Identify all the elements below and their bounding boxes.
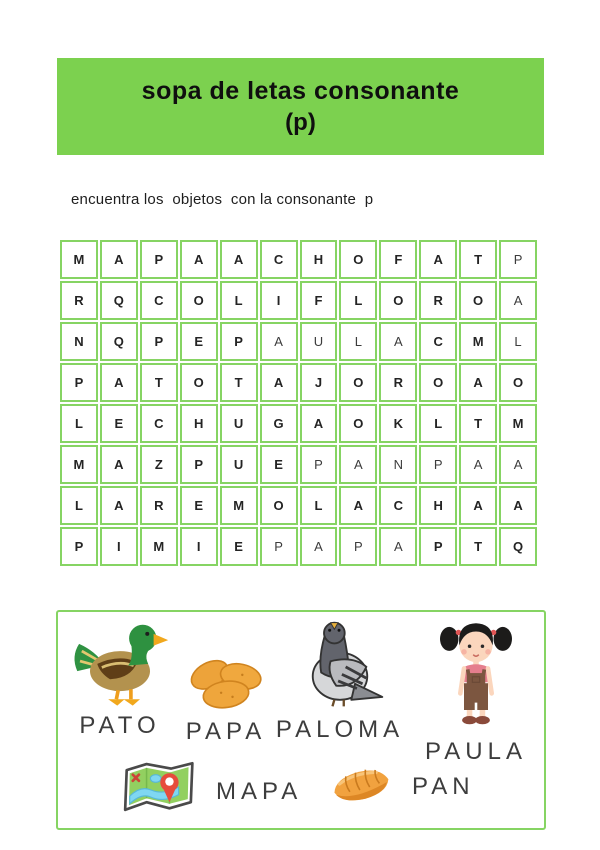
grid-cell-r4c1: P: [60, 363, 98, 402]
grid-cell-r6c2: A: [100, 445, 138, 484]
grid-cell-r4c4: O: [180, 363, 218, 402]
word-label-paula: PAULA: [425, 738, 527, 765]
grid-cell-r8c1: P: [60, 527, 98, 566]
grid-cell-r8c9: A: [379, 527, 417, 566]
bread-icon: [326, 760, 396, 810]
grid-cell-r3c7: U: [300, 322, 338, 361]
grid-cell-r5c11: T: [459, 404, 497, 443]
grid-cell-r7c1: L: [60, 486, 98, 525]
grid-cell-r1c11: T: [459, 240, 497, 279]
grid-cell-r6c10: P: [419, 445, 457, 484]
grid-cell-r5c9: K: [379, 404, 417, 443]
grid-cell-r6c5: U: [220, 445, 258, 484]
grid-cell-r4c12: O: [499, 363, 537, 402]
grid-cell-r1c8: O: [339, 240, 377, 279]
grid-cell-r5c3: C: [140, 404, 178, 443]
grid-cell-r8c2: I: [100, 527, 138, 566]
word-label-paloma: PALOMA: [275, 716, 405, 743]
grid-cell-r1c1: M: [60, 240, 98, 279]
title-banner: [57, 58, 544, 155]
grid-cell-r1c7: H: [300, 240, 338, 279]
grid-cell-r5c2: E: [100, 404, 138, 443]
word-item-papa: [176, 652, 276, 746]
grid-cell-r8c4: I: [180, 527, 218, 566]
grid-cell-r2c8: L: [339, 281, 377, 320]
grid-cell-r1c9: F: [379, 240, 417, 279]
grid-cell-r4c7: J: [300, 363, 338, 402]
grid-cell-r2c1: R: [60, 281, 98, 320]
grid-cell-r3c1: N: [60, 322, 98, 361]
grid-cell-r1c3: P: [140, 240, 178, 279]
grid-cell-r7c10: H: [419, 486, 457, 525]
map-icon: [116, 758, 200, 822]
grid-cell-r8c12: Q: [499, 527, 537, 566]
grid-cell-r5c12: M: [499, 404, 537, 443]
grid-cell-r3c10: C: [419, 322, 457, 361]
grid-cell-r8c7: A: [300, 527, 338, 566]
word-label-pato: PATO: [79, 712, 161, 739]
grid-cell-r2c9: O: [379, 281, 417, 320]
grid-cell-r3c2: Q: [100, 322, 138, 361]
grid-cell-r3c9: A: [379, 322, 417, 361]
potatoes-icon: [185, 652, 267, 714]
grid-cell-r8c8: P: [339, 527, 377, 566]
duck-icon: [70, 616, 170, 708]
grid-cell-r3c3: P: [140, 322, 178, 361]
grid-cell-r2c2: Q: [100, 281, 138, 320]
grid-cell-r8c11: T: [459, 527, 497, 566]
grid-cell-r7c11: A: [459, 486, 497, 525]
grid-cell-r2c5: L: [220, 281, 258, 320]
grid-cell-r2c11: O: [459, 281, 497, 320]
grid-cell-r8c6: P: [260, 527, 298, 566]
word-label-pan: PAN: [412, 773, 475, 800]
grid-cell-r7c3: R: [140, 486, 178, 525]
grid-cell-r2c7: F: [300, 281, 338, 320]
grid-cell-r6c9: N: [379, 445, 417, 484]
grid-cell-r1c4: A: [180, 240, 218, 279]
grid-cell-r6c1: M: [60, 445, 98, 484]
grid-cell-r1c2: A: [100, 240, 138, 279]
grid-cell-r7c4: E: [180, 486, 218, 525]
grid-cell-r1c12: P: [499, 240, 537, 279]
grid-cell-r8c5: E: [220, 527, 258, 566]
grid-cell-r7c5: M: [220, 486, 258, 525]
grid-cell-r6c7: P: [300, 445, 338, 484]
grid-cell-r1c5: A: [220, 240, 258, 279]
grid-cell-r5c4: H: [180, 404, 218, 443]
word-item-pato: [66, 616, 174, 740]
grid-cell-r1c10: A: [419, 240, 457, 279]
grid-cell-r7c2: A: [100, 486, 138, 525]
grid-cell-r4c11: A: [459, 363, 497, 402]
grid-cell-r5c6: G: [260, 404, 298, 443]
word-item-mapa: [116, 758, 302, 822]
grid-cell-r3c11: M: [459, 322, 497, 361]
grid-cell-r3c5: P: [220, 322, 258, 361]
worksheet-title: sopa de letas consonante: [141, 77, 460, 106]
grid-cell-r6c6: E: [260, 445, 298, 484]
grid-cell-r5c10: L: [419, 404, 457, 443]
grid-cell-r6c11: A: [459, 445, 497, 484]
word-search-grid: [60, 240, 537, 566]
grid-cell-r3c8: L: [339, 322, 377, 361]
grid-cell-r2c6: I: [260, 281, 298, 320]
grid-cell-r7c6: O: [260, 486, 298, 525]
grid-cell-r7c12: A: [499, 486, 537, 525]
grid-cell-r4c3: T: [140, 363, 178, 402]
word-item-paula: [426, 614, 526, 766]
grid-cell-r5c8: O: [339, 404, 377, 443]
grid-cell-r2c3: C: [140, 281, 178, 320]
grid-cell-r4c2: A: [100, 363, 138, 402]
grid-cell-r6c4: P: [180, 445, 218, 484]
grid-cell-r4c9: R: [379, 363, 417, 402]
grid-cell-r1c6: C: [260, 240, 298, 279]
instruction-text: encuentra los objetos con la consonante p: [71, 191, 374, 208]
grid-cell-r2c4: O: [180, 281, 218, 320]
grid-cell-r5c1: L: [60, 404, 98, 443]
worksheet-title-letter: (p): [285, 108, 316, 136]
grid-cell-r5c7: A: [300, 404, 338, 443]
grid-cell-r6c3: Z: [140, 445, 178, 484]
grid-cell-r4c8: O: [339, 363, 377, 402]
pigeon-icon: [292, 618, 388, 712]
grid-cell-r6c8: A: [339, 445, 377, 484]
word-label-mapa: MAPA: [216, 778, 303, 805]
grid-cell-r8c3: M: [140, 527, 178, 566]
grid-cell-r4c5: T: [220, 363, 258, 402]
grid-cell-r7c9: C: [379, 486, 417, 525]
grid-cell-r6c12: A: [499, 445, 537, 484]
grid-cell-r5c5: U: [220, 404, 258, 443]
grid-cell-r3c4: E: [180, 322, 218, 361]
grid-cell-r4c6: A: [260, 363, 298, 402]
word-bank: [56, 610, 546, 830]
grid-cell-r7c8: A: [339, 486, 377, 525]
grid-cell-r2c10: R: [419, 281, 457, 320]
word-item-paloma: [275, 618, 405, 744]
grid-cell-r4c10: O: [419, 363, 457, 402]
grid-cell-r3c6: A: [260, 322, 298, 361]
grid-cell-r7c7: L: [300, 486, 338, 525]
grid-cell-r2c12: A: [499, 281, 537, 320]
word-label-papa: PAPA: [185, 718, 267, 745]
word-item-pan: [326, 760, 475, 810]
girl-icon: [438, 614, 514, 734]
grid-cell-r3c12: L: [499, 322, 537, 361]
grid-cell-r8c10: P: [419, 527, 457, 566]
